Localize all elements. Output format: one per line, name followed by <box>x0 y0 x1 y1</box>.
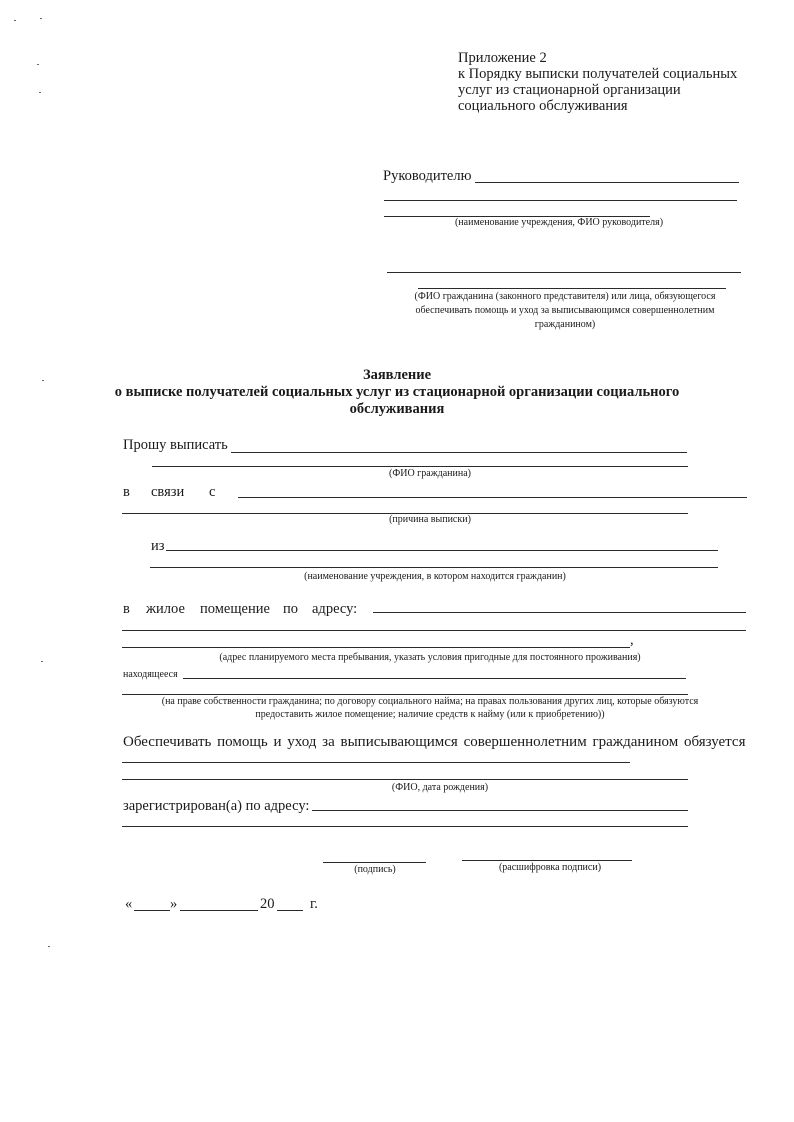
addressee-field-1[interactable] <box>475 182 739 183</box>
registered-field-1[interactable] <box>312 810 688 811</box>
basis-hint-1: (на праве собственности гражданина; по договору социального найма; на правах пользования других лиц, которые обязуются <box>161 696 699 707</box>
citizen-hint: (ФИО гражданина) <box>389 468 471 479</box>
addressee-hint: (наименование учреждения, ФИО руководителя) <box>454 217 664 228</box>
institution-field-1[interactable] <box>166 550 718 551</box>
dwelling-word-2: жилое <box>146 601 185 617</box>
registered-label: зарегистрирован(а) по адресу: <box>123 798 310 814</box>
date-close-quote: » <box>170 896 178 912</box>
located-field-1[interactable] <box>183 678 686 679</box>
signature-hint: (подпись) <box>354 864 396 875</box>
institution-field-2[interactable] <box>150 567 718 568</box>
appendix-line-2: к Порядку выписки получателей социальных <box>458 66 738 82</box>
request-label: Прошу выписать <box>123 437 228 453</box>
located-label: находящееся <box>123 669 178 680</box>
appendix-line-1: Приложение 2 <box>458 50 547 66</box>
citizen-field-1[interactable] <box>231 452 687 453</box>
institution-hint: (наименование учреждения, в котором находится гражданин) <box>304 571 566 582</box>
reason-word-1: в <box>123 484 130 500</box>
care-sentence: Обеспечивать помощь и уход за выписывающимся совершеннолетним гражданином обязуется <box>123 734 746 750</box>
scan-speck <box>14 20 16 21</box>
addressee-field-2[interactable] <box>384 200 737 201</box>
basis-hint-2: предоставить жилое помещение; наличие средств к найму (или к приобретению)) <box>255 709 605 720</box>
registered-field-2[interactable] <box>122 826 688 827</box>
from-label: из <box>151 538 165 554</box>
address-field-3[interactable] <box>122 647 630 648</box>
reason-word-3: с <box>209 484 216 500</box>
carer-field-1[interactable] <box>122 762 630 763</box>
date-year-suffix: г. <box>310 896 318 912</box>
applicant-hint-2: обеспечивать помощь и уход за выписывающимся совершеннолетним <box>415 305 715 316</box>
document-subtitle-1: о выписке получателей социальных услуг из стационарной организации социального <box>114 384 680 400</box>
dwelling-word-3: помещение <box>200 601 270 617</box>
date-day-field[interactable] <box>134 910 170 911</box>
appendix-line-3: услуг из стационарной организации <box>458 82 681 98</box>
scan-speck <box>48 946 50 947</box>
dwelling-word-1: в <box>123 601 130 617</box>
reason-field-1[interactable] <box>238 497 747 498</box>
scan-speck <box>42 380 44 381</box>
date-open-quote: « <box>125 896 133 912</box>
reason-hint: (причина выписки) <box>389 514 471 525</box>
date-year-field[interactable] <box>277 910 303 911</box>
document-subtitle-2: обслуживания <box>349 401 445 417</box>
appendix-line-4: социального обслуживания <box>458 98 628 114</box>
reason-word-2: связи <box>151 484 185 500</box>
scan-speck <box>39 92 41 93</box>
address-field-1[interactable] <box>373 612 746 613</box>
scan-speck <box>41 661 43 662</box>
date-month-field[interactable] <box>180 910 258 911</box>
dwelling-word-4: по <box>283 601 299 617</box>
scan-speck <box>40 18 42 19</box>
address-comma: , <box>630 632 634 648</box>
applicant-field-2[interactable] <box>418 288 726 289</box>
date-year-prefix: 20 <box>260 896 275 912</box>
address-field-2[interactable] <box>122 630 746 631</box>
signature-decode-hint: (расшифровка подписи) <box>498 862 602 873</box>
carer-field-2[interactable] <box>122 779 688 780</box>
dwelling-word-5: адресу: <box>312 601 358 617</box>
applicant-hint-1: (ФИО гражданина (законного представителя) или лица, обязующегося <box>414 291 716 302</box>
addressee-label: Руководителю <box>383 168 472 184</box>
document-title: Заявление <box>362 367 432 383</box>
applicant-field-1[interactable] <box>387 272 741 273</box>
scan-speck <box>37 64 39 65</box>
address-hint: (адрес планируемого места пребывания, указать условия пригодные для постоянного проживания) <box>219 652 641 663</box>
carer-hint: (ФИО, дата рождения) <box>391 782 489 793</box>
applicant-hint-3: гражданином) <box>534 319 596 330</box>
